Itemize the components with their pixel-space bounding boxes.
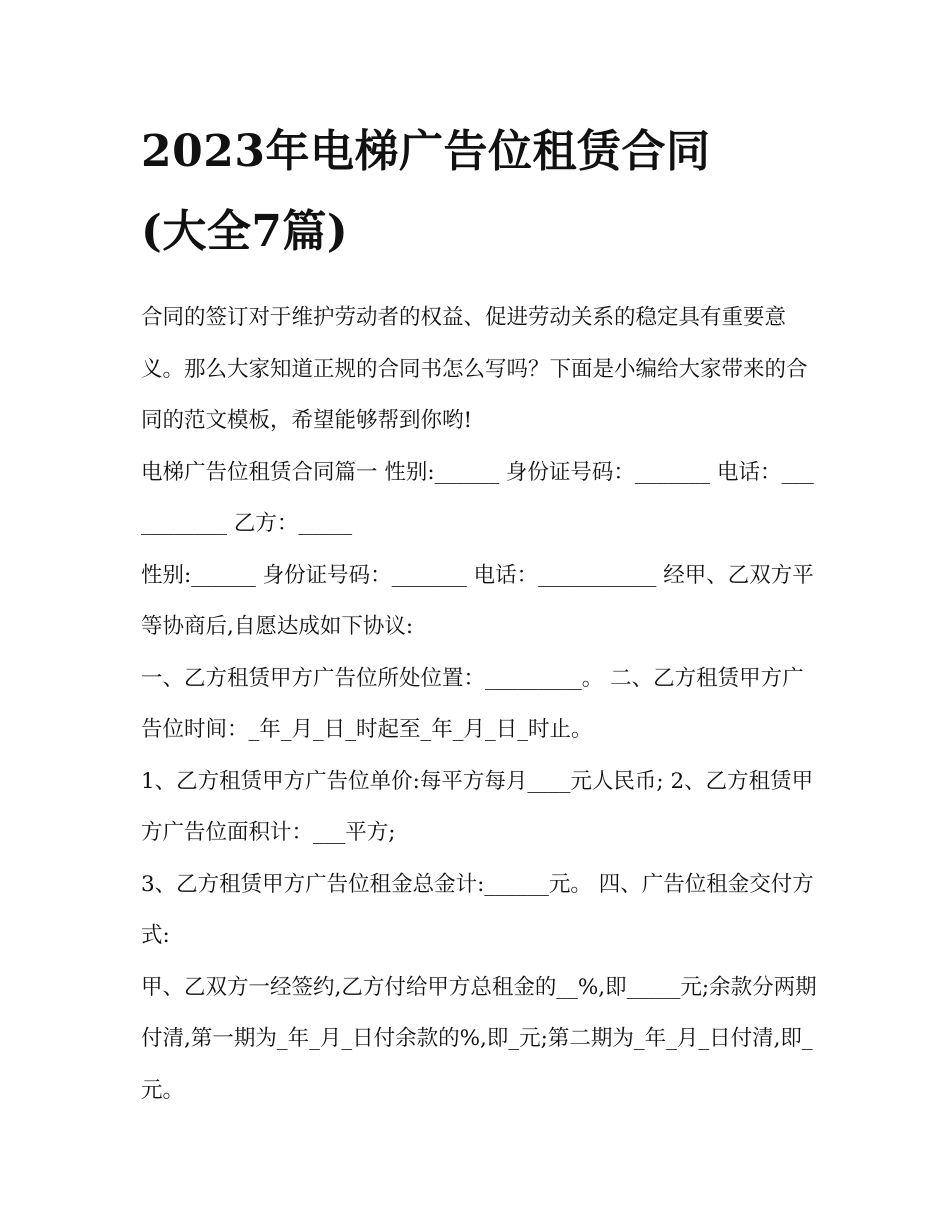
party-b-info-paragraph: 性别:______ 身份证号码：_______ 电话：___________ 经甲、乙双方平等协商后,自愿达成如下协议: — [141, 562, 814, 639]
document-page — [141, 112, 821, 1116]
document-body — [141, 292, 821, 1116]
clause-location-term-paragraph: 一、乙方租赁甲方广告位所处位置：_________。 二、乙方租赁甲方广告位时间：_年_月_日_时起至_年_月_日_时止。 — [141, 665, 804, 742]
clause-payment-paragraph: 甲、乙双方一经签约,乙方付给甲方总租金的__%,即_____元;余款分两期付清,第一期为_年_月_日付余款的%,即_元;第二期为_年_月_日付清,即_元。 — [141, 974, 817, 1103]
intro-paragraph: 合同的签订对于维护劳动者的权益、促进劳动关系的稳定具有重要意义。那么大家知道正规的合同书怎么写吗？下面是小编给大家带来的合同的范文模板，希望能够帮到你哟! — [141, 305, 808, 433]
title-line-2: (大全7篇) — [141, 206, 349, 257]
clause-unit-price-area-paragraph: 1、乙方租赁甲方广告位单价:每平方每月____元人民币; 2、乙方租赁甲方广告位面积计：___平方; — [141, 768, 814, 845]
title-line-1: 2023年电梯广告位租赁合同 — [141, 126, 711, 177]
clause-total-rent-paragraph: 3、乙方租赁甲方广告位租金总金计:______元。 四、广告位租金交付方式: — [141, 871, 814, 948]
document-title — [141, 112, 821, 272]
party-a-info-paragraph: 电梯广告位租赁合同篇一 性别:______ 身份证号码：_______ 电话：___________ 乙方：_____ — [141, 459, 814, 536]
